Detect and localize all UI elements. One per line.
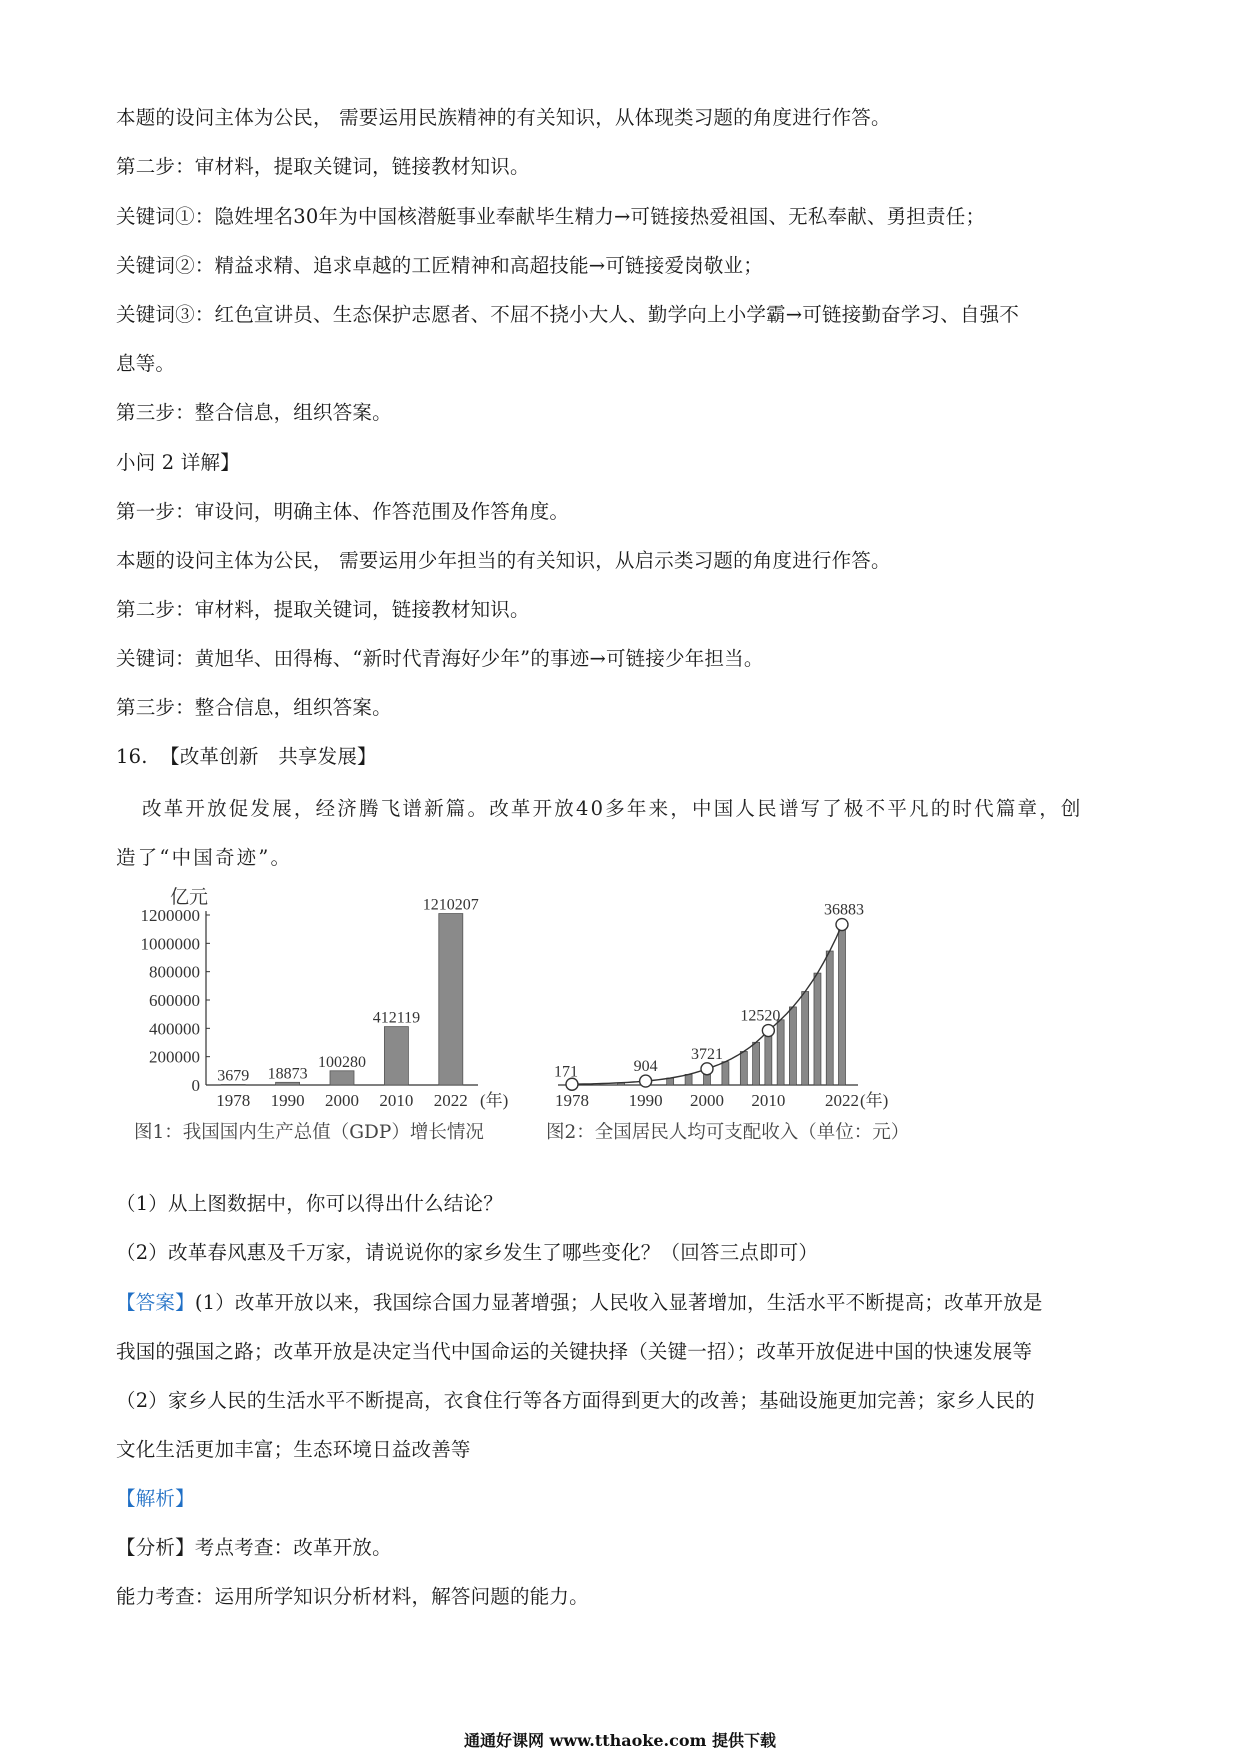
income-bar-2020 bbox=[826, 951, 833, 1085]
x-tick-label-2010: 2010 bbox=[751, 1091, 786, 1110]
text-line-5: 关键词③：红色宣讲员、生态保护志愿者、不屈不挠小大人、勤学向上小学霸→可链接勤奋学习、自强不 bbox=[116, 303, 1020, 326]
figure-1-caption: 图1：我国国内生产总值（GDP）增长情况 bbox=[134, 1122, 484, 1143]
point-2022 bbox=[836, 919, 848, 931]
income-bar-chart bbox=[538, 883, 958, 1113]
page-footer: 通通好课网 www.tthaoke.com 提供下载 bbox=[463, 1731, 777, 1750]
point-label-1978: 171 bbox=[554, 1063, 578, 1081]
answer-tag: 【答案】 bbox=[116, 1291, 195, 1314]
income-bar-2008 bbox=[753, 1042, 760, 1085]
answer-text-1: (1）改革开放以来，我国综合国力显著增强；人民收入显著增加，生活水平不断提高；改革开放是 bbox=[194, 1291, 1043, 1314]
point-1990 bbox=[640, 1075, 652, 1087]
income-bar-2012 bbox=[777, 1020, 784, 1085]
text-line-13: 第三步：整合信息，组织答案。 bbox=[116, 696, 392, 719]
x-tick-label-1978: 1978 bbox=[216, 1091, 251, 1110]
x-tick-label-2022: 2022 bbox=[433, 1091, 468, 1110]
subquestion-heading: 小问 2 详解】 bbox=[116, 451, 240, 474]
bar-1978 bbox=[221, 1084, 245, 1085]
text-line-12: 关键词：黄旭华、田得梅、“新时代青海好少年”的事迹→可链接少年担当。 bbox=[116, 647, 764, 670]
income-bar-2006 bbox=[740, 1051, 747, 1085]
analysis-line-2: 能力考查：运用所学知识分析材料，解答问题的能力。 bbox=[116, 1585, 589, 1608]
y-tick-label: 800000 bbox=[149, 962, 200, 982]
material-line-2: 造了“中国奇迹”。 bbox=[116, 846, 293, 869]
text-line-9: 第一步：审设问，明确主体、作答范围及作答角度。 bbox=[116, 500, 570, 523]
x-tick-label-2000: 2000 bbox=[690, 1091, 724, 1110]
income-bar-2014 bbox=[789, 1007, 796, 1085]
answer-line-1 bbox=[116, 1290, 1043, 1316]
text-line-4: 关键词②：精益求精、追求卓越的工匠精神和高超技能→可链接爱岗敬业； bbox=[116, 254, 763, 277]
income-bar-2003 bbox=[722, 1062, 729, 1085]
value-label-1978: 3679 bbox=[217, 1067, 250, 1085]
figure-2-caption: 图2：全国居民人均可支配收入（单位：元） bbox=[546, 1122, 910, 1143]
text-line-6: 息等。 bbox=[116, 352, 176, 375]
value-label-2000: 100280 bbox=[318, 1053, 366, 1071]
y-axis-unit-label: 亿元 bbox=[170, 887, 209, 908]
income-bar-2018 bbox=[814, 973, 821, 1085]
text-line-11: 第二步：审材料，提取关键词，链接教材知识。 bbox=[116, 598, 530, 621]
y-tick-label: 0 bbox=[191, 1076, 200, 1095]
x-tick-label-1978: 1978 bbox=[555, 1091, 589, 1110]
x-tick-label-1990: 1990 bbox=[270, 1091, 305, 1110]
income-bar-1997 bbox=[685, 1074, 692, 1085]
x-tick-label-2010: 2010 bbox=[379, 1091, 414, 1110]
question-2: （2）改革春风惠及千万家，请说说你的家乡发生了哪些变化？（回答三点即可） bbox=[116, 1241, 819, 1264]
figure-area bbox=[128, 883, 968, 1153]
text-line-10: 本题的设问主体为公民， 需要运用少年担当的有关知识，从启示类习题的角度进行作答。 bbox=[116, 549, 891, 572]
answer-line-2: 我国的强国之路；改革开放是决定当代中国命运的关键抉择（关键一招）；改革开放促进中国的快速发展等 bbox=[116, 1340, 1033, 1363]
x-axis-unit-label: (年) bbox=[860, 1091, 889, 1110]
y-tick-label: 1200000 bbox=[140, 906, 200, 925]
material-line-1: 改革开放促发展，经济腾飞谱新篇。改革开放40多年来，中国人民谱写了极不平凡的时代篇章，创 bbox=[142, 797, 1083, 820]
y-tick-label: 600000 bbox=[149, 991, 200, 1010]
bar-2010 bbox=[384, 1027, 408, 1085]
value-label-2022: 1210207 bbox=[422, 896, 479, 914]
bar-2000 bbox=[330, 1071, 354, 1085]
analysis-tag: 【解析】 bbox=[116, 1487, 195, 1510]
answer-line-3: （2）家乡人民的生活水平不断提高，衣食住行等各方面得到更大的改善；基础设施更加完善；家乡人民的 bbox=[116, 1389, 1035, 1412]
bar-2022 bbox=[439, 914, 463, 1085]
point-label-2010: 12520 bbox=[740, 1007, 781, 1025]
point-2010 bbox=[762, 1025, 774, 1037]
value-label-2010: 412119 bbox=[372, 1009, 421, 1027]
point-label-2022: 36883 bbox=[824, 901, 864, 919]
question-1: （1）从上图数据中，你可以得出什么结论？ bbox=[116, 1192, 503, 1215]
text-line-2: 第二步：审材料，提取关键词，链接教材知识。 bbox=[116, 155, 530, 178]
point-label-2000: 3721 bbox=[691, 1045, 723, 1063]
text-line-7: 第三步：整合信息，组织答案。 bbox=[116, 401, 392, 424]
gdp-bar-chart bbox=[128, 883, 518, 1113]
point-2000 bbox=[701, 1063, 713, 1075]
value-label-1990: 18873 bbox=[267, 1065, 308, 1083]
text-line-1: 本题的设问主体为公民， 需要运用民族精神的有关知识，从体现类习题的角度进行作答。 bbox=[116, 106, 891, 129]
text-line-3: 关键词①：隐姓埋名30年为中国核潜艇事业奉献毕生精力→可链接热爱祖国、无私奉献、勇担责任； bbox=[116, 205, 986, 228]
answer-line-4: 文化生活更加丰富；生态环境日益改善等 bbox=[116, 1438, 471, 1461]
point-label-1990: 904 bbox=[633, 1058, 658, 1076]
bar-1990 bbox=[276, 1082, 300, 1085]
question-title: 【改革创新 共享发展】 bbox=[160, 745, 377, 768]
income-bar-2016 bbox=[802, 992, 809, 1085]
analysis-line-1: 【分析】考点考查：改革开放。 bbox=[116, 1536, 392, 1559]
income-bar-2022 bbox=[839, 925, 846, 1085]
x-tick-label-1990: 1990 bbox=[628, 1091, 663, 1110]
question-number: 16. bbox=[116, 745, 148, 768]
x-tick-label-2000: 2000 bbox=[325, 1091, 359, 1110]
question-header bbox=[116, 744, 377, 770]
y-tick-label: 1000000 bbox=[140, 934, 200, 954]
x-tick-label-2022: 2022 bbox=[825, 1091, 859, 1110]
income-bar-2010 bbox=[765, 1031, 772, 1085]
y-tick-label: 200000 bbox=[149, 1047, 200, 1067]
x-axis-unit-label: (年) bbox=[480, 1091, 509, 1110]
y-tick-label: 400000 bbox=[149, 1019, 200, 1039]
